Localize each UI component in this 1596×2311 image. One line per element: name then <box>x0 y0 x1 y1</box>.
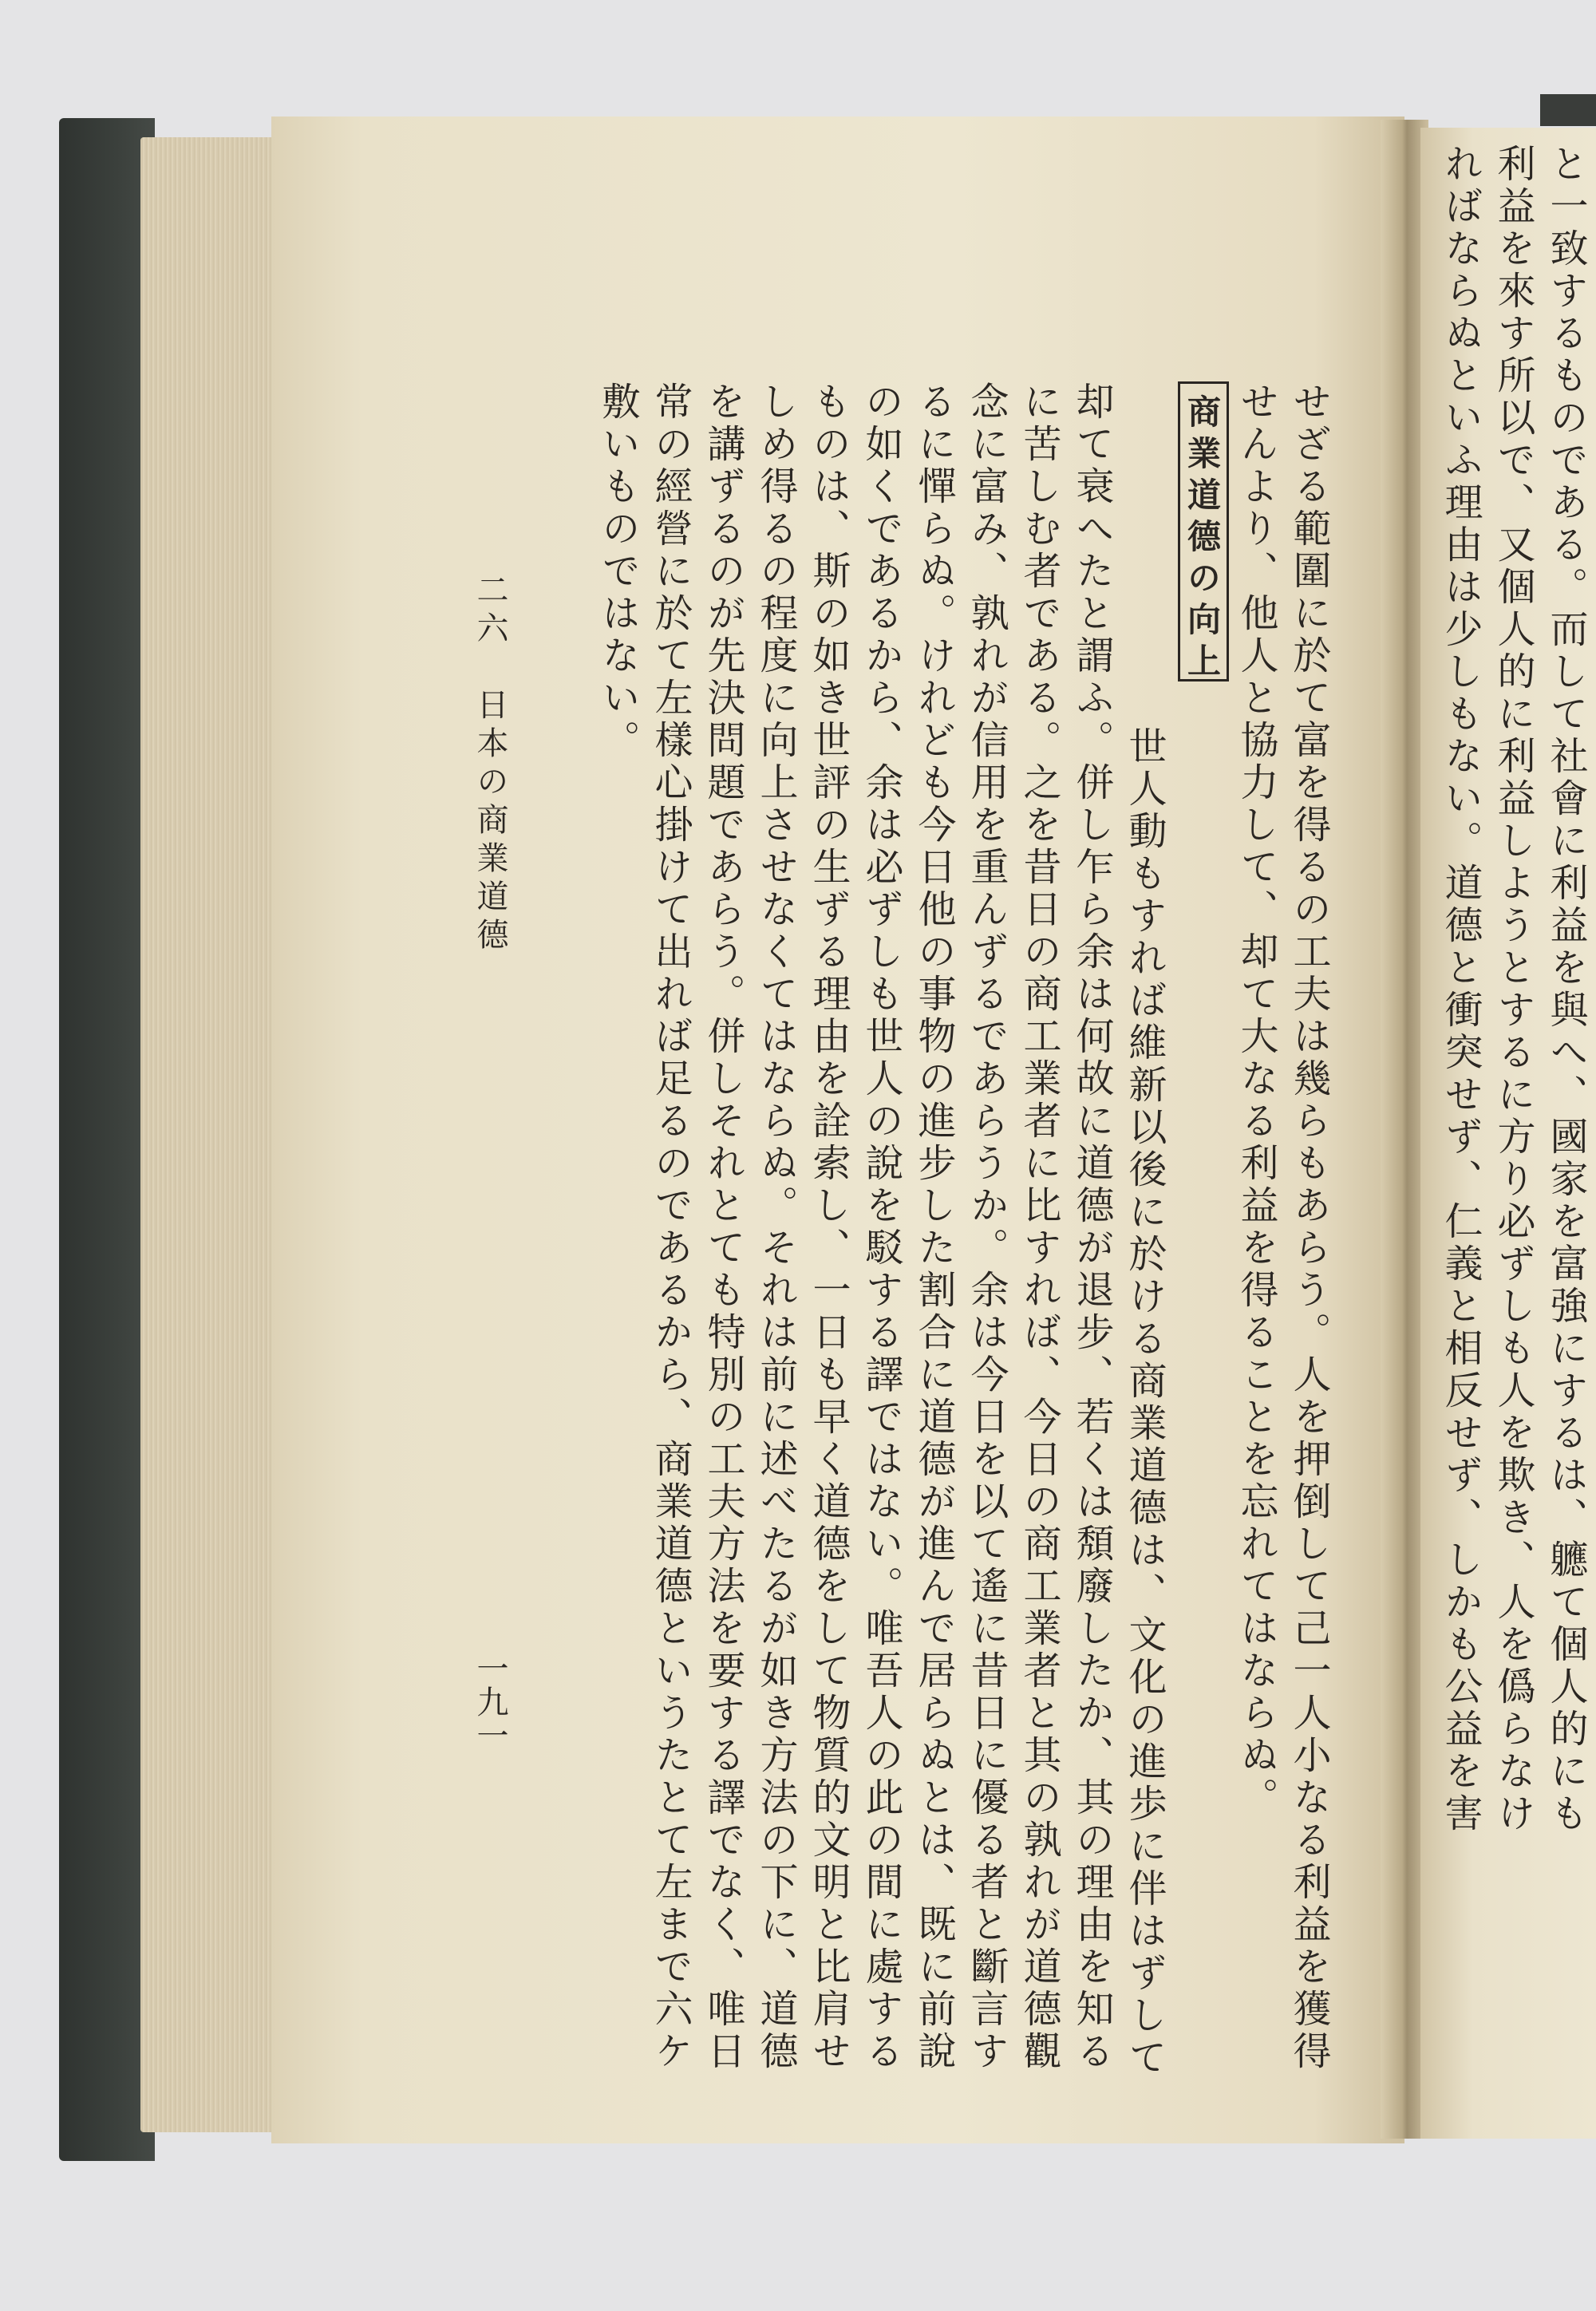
right-page <box>1420 128 1596 2139</box>
right-text-column-2: 利益を來す所以で、又個人的に利益しようとするに方り必ずしも人を欺き、人を僞らなけ <box>1491 144 1535 1835</box>
text-column-2: せんより、他人と協力して、却て大なる利益を得ることを忘れてはならぬ。 <box>1234 381 1278 1819</box>
text-column-1: せざる範圍に於て富を得るの工夫は幾らもあらう。人を押倒して己一人小なる利益を獲得 <box>1286 381 1331 2073</box>
page-number: 一九一 <box>472 1652 508 1752</box>
text-column-8: の如くであるから、余は必ずしも世人の說を駁する譯ではない。唯吾人の此の間に處する <box>859 381 903 2073</box>
right-text-column-1: と一致するものである。而して社會に利益を與へ、國家を富強にするは、軈て個人的にも <box>1543 144 1588 1835</box>
text-column-12: 常の經營に於て左樣心掛けて出れば足るのであるから、商業道德というたとて左まで六ケ <box>648 381 693 2073</box>
text-column-9: ものは、斯の如き世評の生ずる理由を詮索し、一日も早く道德をして物質的文明と比肩せ <box>806 381 851 2073</box>
text-column-13: 敷いものではない。 <box>595 381 640 762</box>
running-footer: 二六 日本の商業道德 <box>472 573 508 956</box>
book-cover-top-right <box>1540 94 1596 126</box>
text-column-5: に苦しむ者である。之を昔日の商工業者に比すれば、今日の商工業者と其の孰れが道德觀 <box>1017 381 1061 2073</box>
text-column-7: るに憚らぬ。けれども今日他の事物の進步した割合に道德が進んで居らぬとは、既に前說 <box>911 381 956 2073</box>
text-column-10: しめ得るの程度に向上させなくてはならぬ。それは前に述べたるが如き方法の下に、道德 <box>753 381 798 2073</box>
right-text-column-3: ればならぬといふ理由は少しもない。道德と衝突せず、仁義と相反せず、しかも公益を害 <box>1438 144 1483 1835</box>
text-column-11: を講ずるのが先決問題であらう。併しそれとても特別の工夫方法を要する譯でなく、唯日 <box>701 381 745 2073</box>
text-column-4: 却て衰へたと謂ふ。併し乍ら余は何故に道德が退步、若くは頽廢したか、其の理由を知る <box>1069 381 1114 2073</box>
text-column-3: 世人動もすれば維新以後に於ける商業道德は、文化の進歩に伴はずして <box>1122 726 1167 2080</box>
section-heading: 商業道德の向上 <box>1183 394 1222 685</box>
text-column-6: 念に富み、孰れが信用を重んずるであらうか。余は今日を以て遙に昔日に優る者と斷言す <box>964 381 1009 2073</box>
